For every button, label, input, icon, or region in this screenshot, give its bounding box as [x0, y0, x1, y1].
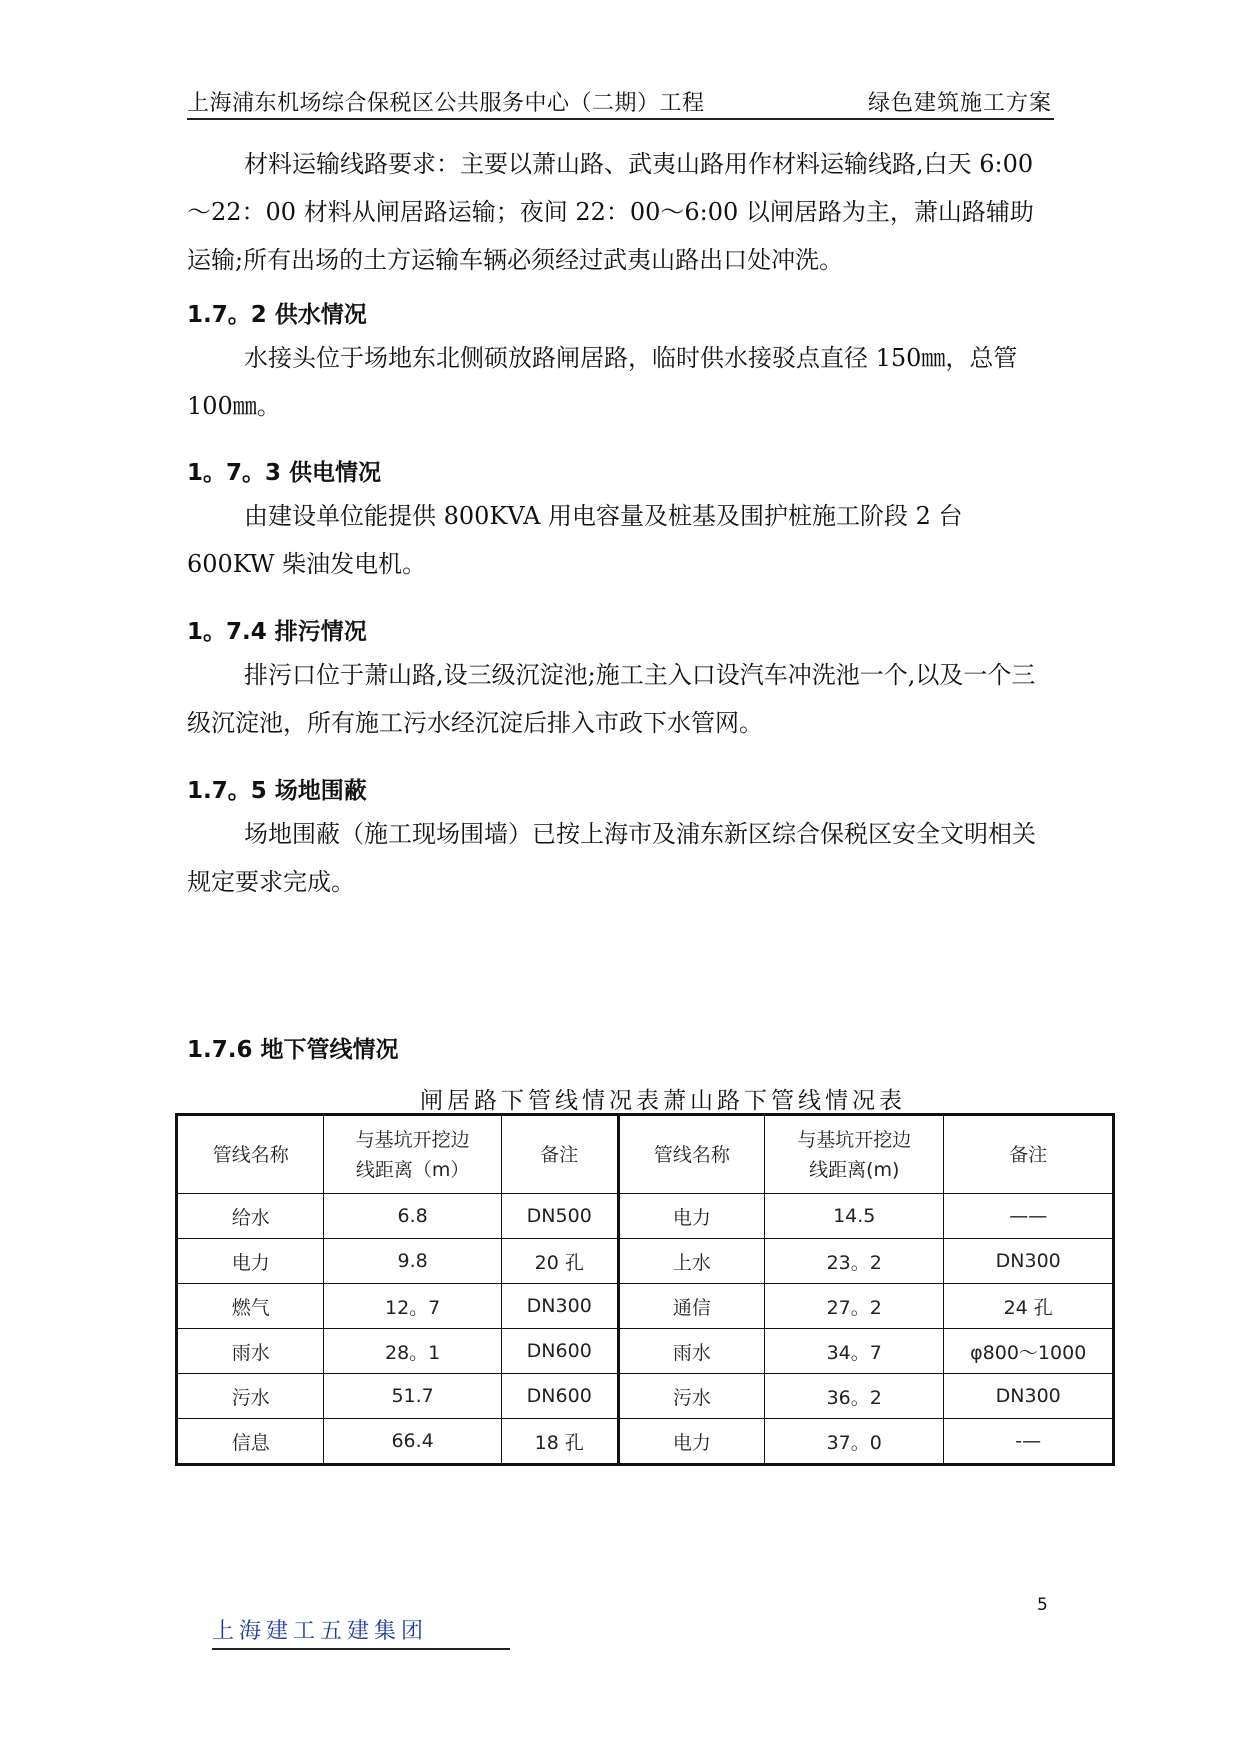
page-number: 5 — [1037, 1595, 1048, 1615]
cell-note: 18 孔 — [501, 1419, 618, 1465]
cell-distance: 14.5 — [765, 1194, 944, 1239]
section-heading-sewage: 1。7.4 排污情况 — [187, 619, 367, 645]
cell-pipeline-name: 给水 — [177, 1194, 324, 1239]
sewage-paragraph: 排污口位于萧山路,设三级沉淀池;施工主入口设汽车冲洗池一个,以及一个三级沉淀池，所有施工污水经沉淀后排入市政下水管网。 — [187, 661, 1036, 737]
cell-distance: 12。7 — [324, 1284, 501, 1329]
cell-pipeline-name: 通信 — [618, 1284, 764, 1329]
cell-pipeline-name: 电力 — [618, 1419, 764, 1465]
section-heading-underground-pipelines: 1.7.6 地下管线情况 — [187, 1037, 399, 1063]
cell-note: 20 孔 — [501, 1239, 618, 1284]
water-supply-paragraph: 水接头位于场地东北侧硕放路闸居路，临时供水接驳点直径 150㎜，总管100㎜。 — [187, 344, 1018, 420]
table-row — [177, 1374, 1114, 1419]
cell-note: DN600 — [501, 1374, 618, 1419]
cell-distance: 28。1 — [324, 1329, 501, 1374]
site-enclosure-paragraph: 场地围蔽（施工现场围墙）已按上海市及浦东新区综合保税区安全文明相关规定要求完成。 — [187, 820, 1036, 896]
cell-distance: 34。7 — [765, 1329, 944, 1374]
cell-note: φ800～1000 — [944, 1329, 1114, 1374]
pipeline-table-title: 闸居路下管线情况表萧山路下管线情况表 — [420, 1088, 906, 1114]
cell-pipeline-name: 污水 — [618, 1374, 764, 1419]
cell-pipeline-name: 上水 — [618, 1239, 764, 1284]
power-supply-paragraph: 由建设单位能提供 800KVA 用电容量及桩基及围护桩施工阶段 2 台 600KW 柴油发电机。 — [187, 502, 963, 578]
header-distance-line-1: 与基坑开挖边 — [355, 1128, 470, 1151]
cell-pipeline-name: 信息 — [177, 1419, 324, 1465]
table-row — [177, 1329, 1114, 1374]
cell-note: DN300 — [944, 1374, 1114, 1419]
cell-distance: 9.8 — [324, 1239, 501, 1284]
header-distance — [324, 1115, 501, 1194]
cell-pipeline-name: 雨水 — [618, 1329, 764, 1374]
section-heading-power-supply: 1。7。3 供电情况 — [187, 460, 382, 486]
cell-distance: 37。0 — [765, 1419, 944, 1465]
section-heading-site-enclosure: 1.7。5 场地围蔽 — [187, 778, 367, 804]
cell-pipeline-name: 雨水 — [177, 1329, 324, 1374]
cell-distance: 36。2 — [765, 1374, 944, 1419]
header-note: 备注 — [501, 1115, 618, 1194]
cell-distance: 6.8 — [324, 1194, 501, 1239]
cell-note: 24 孔 — [944, 1284, 1114, 1329]
cell-distance: 27。2 — [765, 1284, 944, 1329]
section-heading-water-supply: 1.7。2 供水情况 — [187, 302, 367, 328]
table-row — [177, 1194, 1114, 1239]
header-distance-line-2: 线距离(m) — [809, 1158, 900, 1181]
cell-note: -— — [944, 1419, 1114, 1465]
header-distance-line-1: 与基坑开挖边 — [797, 1128, 912, 1151]
cell-note: DN600 — [501, 1329, 618, 1374]
header-divider — [187, 118, 1054, 120]
table-row — [177, 1419, 1114, 1465]
table-row — [177, 1284, 1114, 1329]
cell-note: DN300 — [501, 1284, 618, 1329]
cell-pipeline-name: 污水 — [177, 1374, 324, 1419]
pipeline-table — [175, 1113, 1115, 1466]
cell-distance: 51.7 — [324, 1374, 501, 1419]
cell-note: —— — [944, 1194, 1114, 1239]
header-pipeline-name: 管线名称 — [177, 1115, 324, 1194]
footer-divider — [212, 1648, 510, 1650]
header-distance-line-2: 线距离（m） — [355, 1158, 470, 1181]
table-header-row — [177, 1115, 1114, 1194]
table-row — [177, 1239, 1114, 1284]
header-note: 备注 — [944, 1115, 1114, 1194]
cell-distance: 23。2 — [765, 1239, 944, 1284]
cell-distance: 66.4 — [324, 1419, 501, 1465]
header-pipeline-name: 管线名称 — [618, 1115, 764, 1194]
cell-note: DN300 — [944, 1239, 1114, 1284]
header-document-title: 绿色建筑施工方案 — [868, 91, 1053, 116]
footer-company-name: 上海建工五建集团 — [212, 1619, 429, 1644]
cell-pipeline-name: 电力 — [618, 1194, 764, 1239]
transport-route-paragraph: 材料运输线路要求：主要以萧山路、武夷山路用作材料运输线路,白天 6:00～22：00 材料从闸居路运输；夜间 22：00～6:00 以闸居路为主，萧山路辅助运输;所有出场的土方运输车辆必须经过武夷山路出口处冲洗。 — [187, 150, 1034, 274]
header-project-name: 上海浦东机场综合保税区公共服务中心（二期）工程 — [187, 91, 705, 116]
cell-pipeline-name: 燃气 — [177, 1284, 324, 1329]
cell-note: DN500 — [501, 1194, 618, 1239]
header-distance — [765, 1115, 944, 1194]
cell-pipeline-name: 电力 — [177, 1239, 324, 1284]
